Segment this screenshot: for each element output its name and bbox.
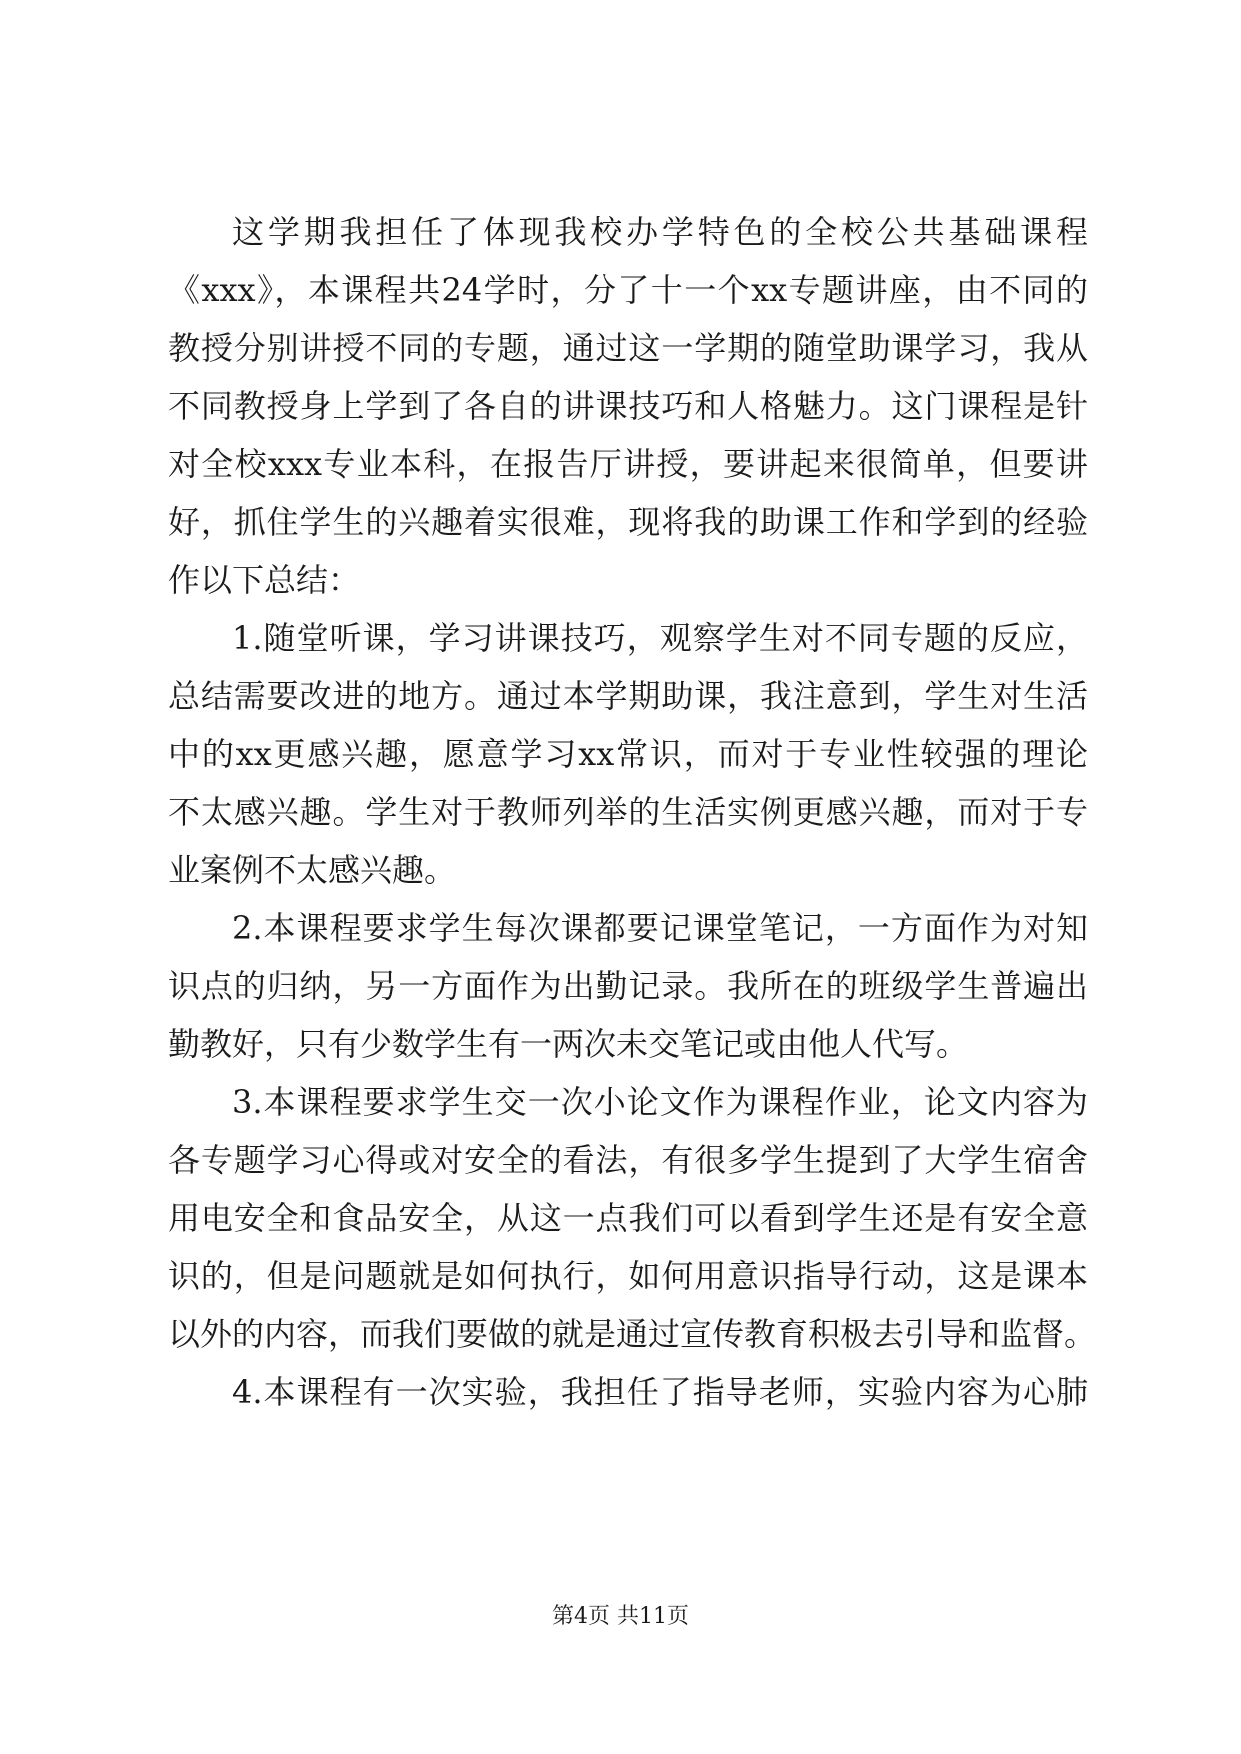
text-line: 识的，但是问题就是如何执行，如何用意识指导行动，这是课本	[168, 1257, 1088, 1295]
text-line: 对全校xxx专业本科，在报告厅讲授，要讲起来很简单，但要讲	[168, 445, 1088, 483]
text-line: 用电安全和食品安全，从这一点我们可以看到学生还是有安全意	[168, 1199, 1088, 1237]
text-line: 4.本课程有一次实验，我担任了指导老师，实验内容为心肺	[232, 1373, 1088, 1411]
text-line: 不同教授身上学到了各自的讲课技巧和人格魅力。这门课程是针	[168, 387, 1088, 425]
text-line: 总结需要改进的地方。通过本学期助课，我注意到，学生对生活	[168, 677, 1088, 715]
text-line: 勤教好，只有少数学生有一两次未交笔记或由他人代写。	[168, 1025, 969, 1063]
text-line: 2.本课程要求学生每次课都要记课堂笔记，一方面作为对知	[232, 909, 1088, 947]
text-line: 不太感兴趣。学生对于教师列举的生活实例更感兴趣，而对于专	[168, 793, 1088, 831]
text-line: 好，抓住学生的兴趣着实很难，现将我的助课工作和学到的经验	[168, 503, 1088, 541]
text-line: 这学期我担任了体现我校办学特色的全校公共基础课程	[232, 213, 1088, 251]
text-line: 识点的归纳，另一方面作为出勤记录。我所在的班级学生普遍出	[168, 967, 1088, 1005]
text-line: 业案例不太感兴趣。	[168, 851, 457, 889]
text-line: 中的xx更感兴趣，愿意学习xx常识，而对于专业性较强的理论	[168, 735, 1088, 773]
text-line: 各专题学习心得或对安全的看法，有很多学生提到了大学生宿舍	[168, 1141, 1088, 1179]
text-line: 以外的内容，而我们要做的就是通过宣传教育积极去引导和监督。	[168, 1315, 1097, 1353]
text-line: 3.本课程要求学生交一次小论文作为课程作业，论文内容为	[232, 1083, 1088, 1121]
text-line: 作以下总结：	[168, 561, 361, 599]
text-line: 《xxx》，本课程共24学时，分了十一个xx专题讲座，由不同的	[168, 271, 1088, 309]
text-line: 教授分别讲授不同的专题，通过这一学期的随堂助课学习，我从	[168, 329, 1088, 367]
page-number-footer: 第4页 共11页	[552, 1604, 689, 1629]
text-line: 1.随堂听课，学习讲课技巧，观察学生对不同专题的反应，	[232, 619, 1088, 657]
